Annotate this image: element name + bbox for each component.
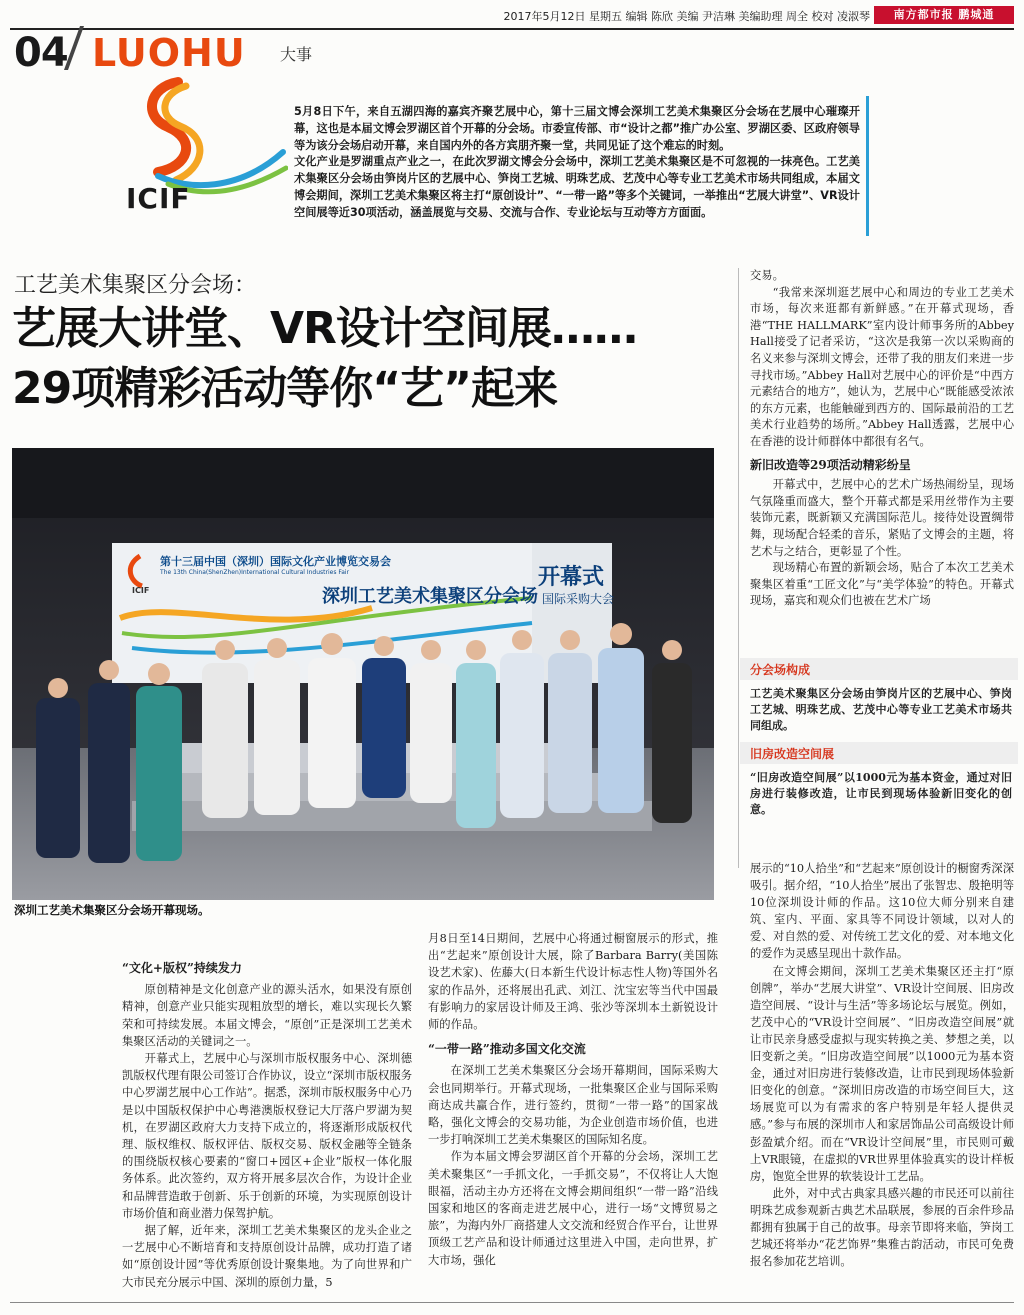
- column-divider: [738, 268, 739, 868]
- bottom-rule: [10, 1302, 1014, 1303]
- newspaper-masthead: 南方都市报 鹏城通: [874, 6, 1014, 24]
- side-box-body-venue: 工艺美术聚集区分会场由笋岗片区的艺展中心、笋岗工艺城、明珠艺成、艺茂中心等专业工艺美术市场共同组成。: [750, 687, 1012, 732]
- side-box-header-renovation: [740, 742, 1018, 764]
- subhead-culture-copyright: “文化+版权”持续发力: [122, 961, 242, 975]
- section-name: LUOHU: [92, 31, 246, 75]
- photo-caption: 深圳工艺美术集聚区分会场开幕现场。: [14, 903, 210, 917]
- subhead-belt-road: “一带一路”推动多国文化交流: [428, 1042, 586, 1057]
- page-number: 04: [14, 30, 68, 76]
- body-paragraph: 展示的“10人拾坐”和“艺起来”原创设计的橱窗秀深深吸引。据介绍，“10人拾坐”展出了张智忠、殷艳明等10位深圳设计师的作品。这10位大师分别来自建筑、室内、平面、家具等不同设计领域，以对人的爱、对自然的爱、对传统工艺文化的爱、对本地文化的爱作为灵感呈现出十款作品。: [750, 862, 1014, 961]
- body-paragraph: “我常来深圳逛艺展中心和周边的专业工艺美术市场，每次来逛都有新鲜感。”在开幕式现场，香港“THE HALLMARK”室内设计师事务所的Abbey Hall接受了记者采访，“这次是我第一次以采购商的名义来参与深圳文博会，还带了我的朋友们来进一步寻找市场。”Abbey Hall对艺展中心的评价是“中西方元素结合的地方”，她认为，艺展中心“既能感受浓浓的东方元素，也能触碰到西方的、国际最前沿的工艺美术行业趋势的场所。”Abbey Hall透露，艺展中心在香港的设计师群体中都很有名气。: [750, 285, 1014, 448]
- backdrop-main-title: 深圳工艺美术集聚区分会场: [322, 586, 538, 607]
- headline-line-1: 艺展大讲堂、VR设计空间展……: [12, 303, 637, 354]
- body-paragraph: 开幕式上，艺展中心与深圳市版权服务中心、深圳德凯版权代理有限公司签订合作协议，设立“深圳市版权服务中心罗湖艺展中心工作站”。据悉，深圳市版权服务中心乃是以中国版权保护中心粤港澳版权登记大厅落户罗湖为契机，在罗湖区政府大力支持下成立的，将逐渐形成版权代理、版权维权、版权评估、版权交易、版权金融等全链条的围绕版权核心要素的“窗口+园区+企业”版权一体化服务体系。此次签约，双方将开展多层次合作，为设计企业和品牌营造敢于创新、乐于创新的环境，为实现原创设计市场价值和商业潜力保驾护航。: [122, 1052, 412, 1220]
- headline-kicker: 工艺美术集聚区分会场：: [14, 273, 257, 298]
- body-paragraph: 原创精神是文化创意产业的源头活水，如果没有原创精神，创意产业只能实现粗放型的增长，难以实现长久繁荣和可持续发展。本届文博会，“原创”正是深圳工艺美术集聚区活动的关键词之一。: [122, 983, 412, 1048]
- subhead-activities: 新旧改造等29项活动精彩纷呈: [750, 457, 911, 472]
- event-photo: [12, 448, 714, 900]
- section-subtitle: 大事: [280, 45, 313, 64]
- backdrop-ceremony: 开幕式: [538, 565, 605, 590]
- backdrop-logo: ICIF: [132, 586, 150, 595]
- body-paragraph: 开幕式中，艺展中心的艺术广场热闹纷呈，现场气氛隆重而盛大，整个开幕式都是采用丝带作为主要装饰元素，既新颖又充满国际范儿。接待处设置绸带舞，现场配合轻柔的音乐，紧贴了文博会的主题，将艺术与之结合，更彰显了个性。: [750, 478, 1014, 558]
- body-column-1: [122, 960, 412, 1291]
- body-paragraph: 现场精心布置的新颖会场，贴合了本次工艺美术聚集区着重“工匠文化”与“美学体验”的特色。开幕式现场，嘉宾和观众们也被在艺术广场: [750, 561, 1014, 608]
- body-paragraph: 此外，对中式古典家具感兴趣的市民还可以前往明珠艺成参观新古典艺术品联展，参展的百余件珍品都拥有独属于自己的故事。母亲节即将来临，笋岗工艺城还将举办“花艺饰界”集雅古韵活动，市民可免费报名参加花艺培训。: [750, 1186, 1014, 1269]
- headline-line-2: 29项精彩活动等你“艺”起来: [12, 363, 558, 414]
- body-column-4: [750, 860, 1014, 1270]
- header-info-line: 2017年5月12日 星期五 编辑 陈欣 美编 尹洁琳 美编助理 周全 校对 凌淑琴: [503, 10, 870, 23]
- body-paragraph: 在文博会期间，深圳工艺美术集聚区还主打“原创牌”，举办“艺展大讲堂”、VR设计空间展、旧房改造空间展、“设计与生活”等多场论坛与展览。例如，艺茂中心的“VR设计空间展”、“旧房改造空间展”就让市民亲身感受虚拟与现实转换之美、梦想之美，以旧变新之美。“旧房改造空间展”以1000元为基本资金，通过对旧房进行装修改造，让市民到现场体验新旧变化的创意。“深圳旧房改造的市场空间巨大，这场展览可以为有需求的客户特别是年轻人提供灵感。”参与布展的深圳市人和家居饰品公司高级设计师彭盈斌介绍。而在“VR设计空间展”里，市民则可戴上VR眼镜，在虚拟的VR世界里体验真实的设计样板房，饱览全世界的软装设计工艺品。: [750, 964, 1014, 1183]
- backdrop-purchase-fair: 国际采购大会: [542, 592, 615, 606]
- intro-paragraph: 文化产业是罗湖重点产业之一，在此次罗湖文博会分会场中，深圳工艺美术集聚区是不可忽视的一抹亮色。工艺美术集聚区分会场由笋岗片区的艺展中心、笋岗工艺城、明珠艺成、艺茂中心等专业工艺美术市场共同组成，本届文博会期间，深圳工艺美术集聚区将主打“原创设计”、“一带一路”等多个关键词，一举推出“艺展大讲堂”、VR设计空间展等近30项活动，涵盖展览与交易、交流与合作、专业论坛与互动等方方面面。: [294, 155, 860, 219]
- body-column-3: [750, 268, 1014, 610]
- body-paragraph: 月8日至14日期间，艺展中心将通过橱窗展示的形式，推出“艺起来”原创设计大展，除了Barbara Barry(美国陈设艺术家)、佐藤大(日本新生代设计标志性人物)等国外名家的作品外，还将展出孔武、刘江、沈宝宏等当代中国最有影响力的家居设计师及王鸿、张沙等深圳本土新锐设计师的作品。: [428, 932, 718, 1032]
- backdrop-title: 第十三届中国（深圳）国际文化产业博览交易会: [160, 555, 391, 568]
- body-paragraph: 交易。: [750, 269, 784, 282]
- side-box-title: 分会场构成: [750, 663, 811, 677]
- intro-paragraph: 5月8日下午，来自五湖四海的嘉宾齐聚艺展中心，第十三届文博会深圳工艺美术集聚区分会场在艺展中心璀璨开幕，这也是本届文博会罗湖区首个开幕的分会场。市委宣传部、市“设计之都”推广办公室、罗湖区委、区政府领导等为该分会场启动开幕，来自国内外的各方宾朋齐聚一堂，共同见证了这个难忘的时刻。: [294, 105, 860, 152]
- side-box-title: 旧房改造空间展: [750, 747, 835, 761]
- body-paragraph: 据了解，近年来，深圳工艺美术集聚区的龙头企业之一艺展中心不断培育和支持原创设计品牌，成功打造了诸如“原创设计园”等优秀原创设计聚集地。为了向世界和广大市民充分展示中国、深圳的原创力量，5: [122, 1224, 412, 1289]
- icif-logo-text: ICIF: [126, 182, 191, 215]
- intro-text: [294, 104, 860, 222]
- side-box-body-renovation: “旧房改造空间展”以1000元为基本资金，通过对旧房进行装修改造，让市民到现场体验新旧变化的创意。: [750, 771, 1012, 816]
- backdrop-english: The 13th China(ShenZhen)International Cultural Industries Fair: [160, 569, 350, 576]
- body-paragraph: 在深圳工艺美术集聚区分会场开幕期间，国际采购大会也同期举行。开幕式现场，一批集聚区企业与国际采购商达成共赢合作，进行签约，贯彻“一带一路”的国家战略，强化文博会的交易功能，为企业创造市场价值，也进一步打响深圳工艺美术集聚区的国际知名度。: [428, 1064, 718, 1147]
- body-paragraph: 作为本届文博会罗湖区首个开幕的分会场，深圳工艺美术聚集区“一手抓文化，一手抓交易”，不仅将让人大饱眼福，活动主办方还将在文博会期间组织“一带一路”沿线国家和地区的客商走进艺展中心，进行一场“文博贸易之旅”，为海内外厂商搭建人文交流和经贸合作平台，让世界顶级工艺产品和设计师通过这里进入中国，走向世界，扩大市场，强化: [428, 1150, 718, 1267]
- body-column-2: [428, 930, 718, 1269]
- side-box-header-venue: [740, 658, 1018, 680]
